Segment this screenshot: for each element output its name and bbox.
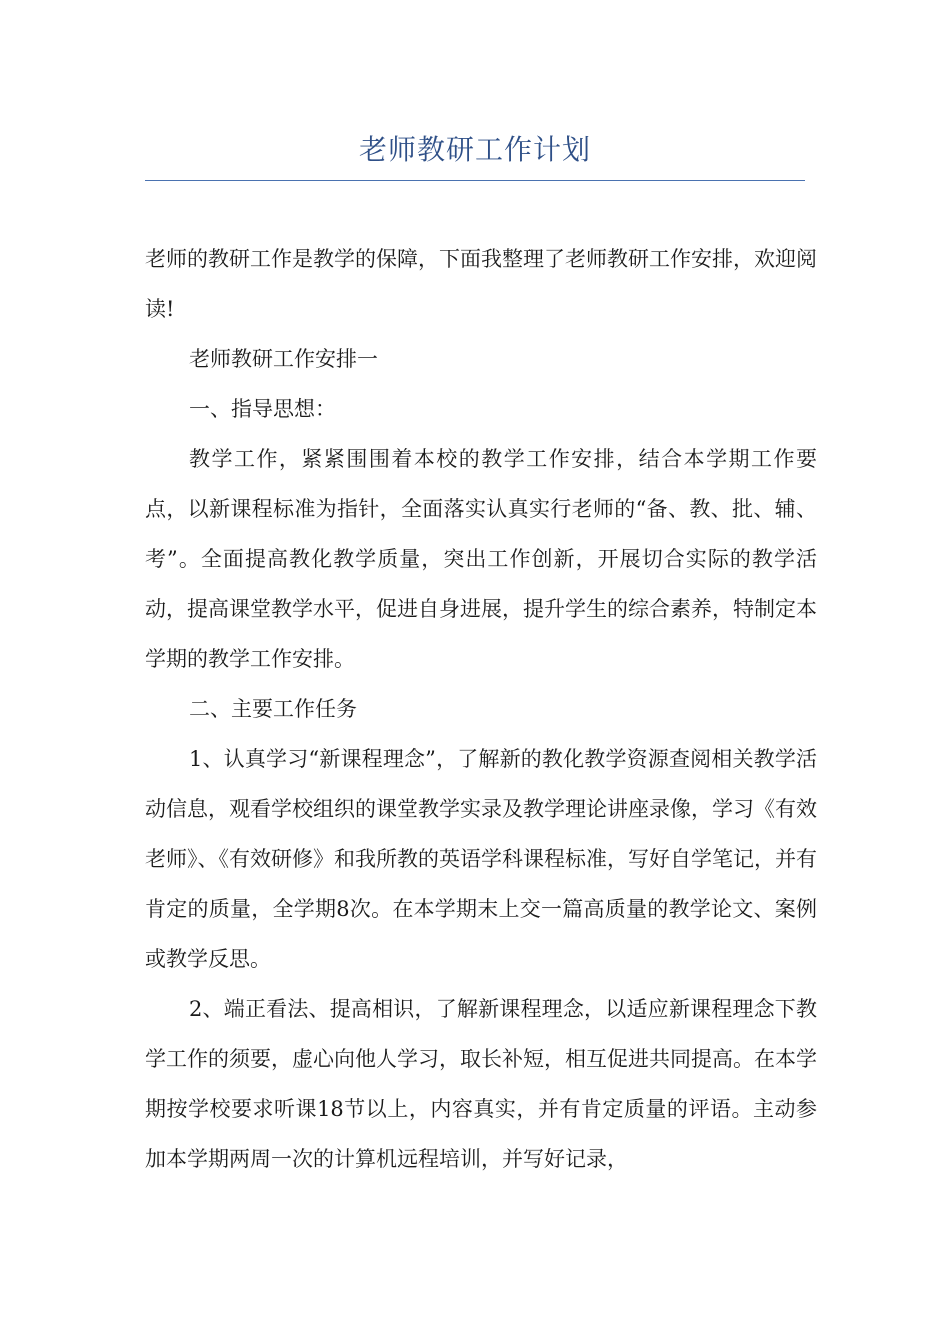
section-heading-main-tasks: 二、主要工作任务	[189, 697, 357, 721]
title-divider	[145, 180, 805, 181]
body-paragraph: 教学工作，紧紧围围着本校的教学工作安排，结合本学期工作要点，以新课程标准为指针，全面落实认真实行老师的“备、教、批、辅、考”。全面提高教化教学质量，突出工作创新，开展切合实际的教学活动，提高课堂教学水平，促进自身进展，提升学生的综合素养，特制定本学期的教学工作安排。	[145, 447, 817, 671]
body-paragraph: 1、认真学习“新课程理念”，了解新的教化教学资源查阅相关教学活动信息，观看学校组织的课堂教学实录及教学理论讲座录像，学习《有效老师》、《有效研修》和我所教的英语学科课程标准，写好自学笔记，并有肯定的质量，全学期8次。在本学期末上交一篇高质量的教学论文、案例或教学反思。	[145, 747, 817, 971]
document-body	[145, 234, 817, 1184]
document-title: 老师教研工作计划	[358, 133, 591, 166]
section-heading-guiding-idea: 一、指导思想：	[189, 397, 336, 421]
intro-paragraph: 老师的教研工作是教学的保障，下面我整理了老师教研工作安排，欢迎阅读!	[145, 247, 817, 321]
section-heading-plan-one: 老师教研工作安排一	[189, 347, 378, 371]
body-paragraph: 2、端正看法、提高相识，了解新课程理念，以适应新课程理念下教学工作的须要，虚心向他人学习，取长补短，相互促进共同提高。在本学期按学校要求听课18节以上，内容真实，并有肯定质量的评语。主动参加本学期两周一次的计算机远程培训，并写好记录，	[145, 997, 817, 1171]
